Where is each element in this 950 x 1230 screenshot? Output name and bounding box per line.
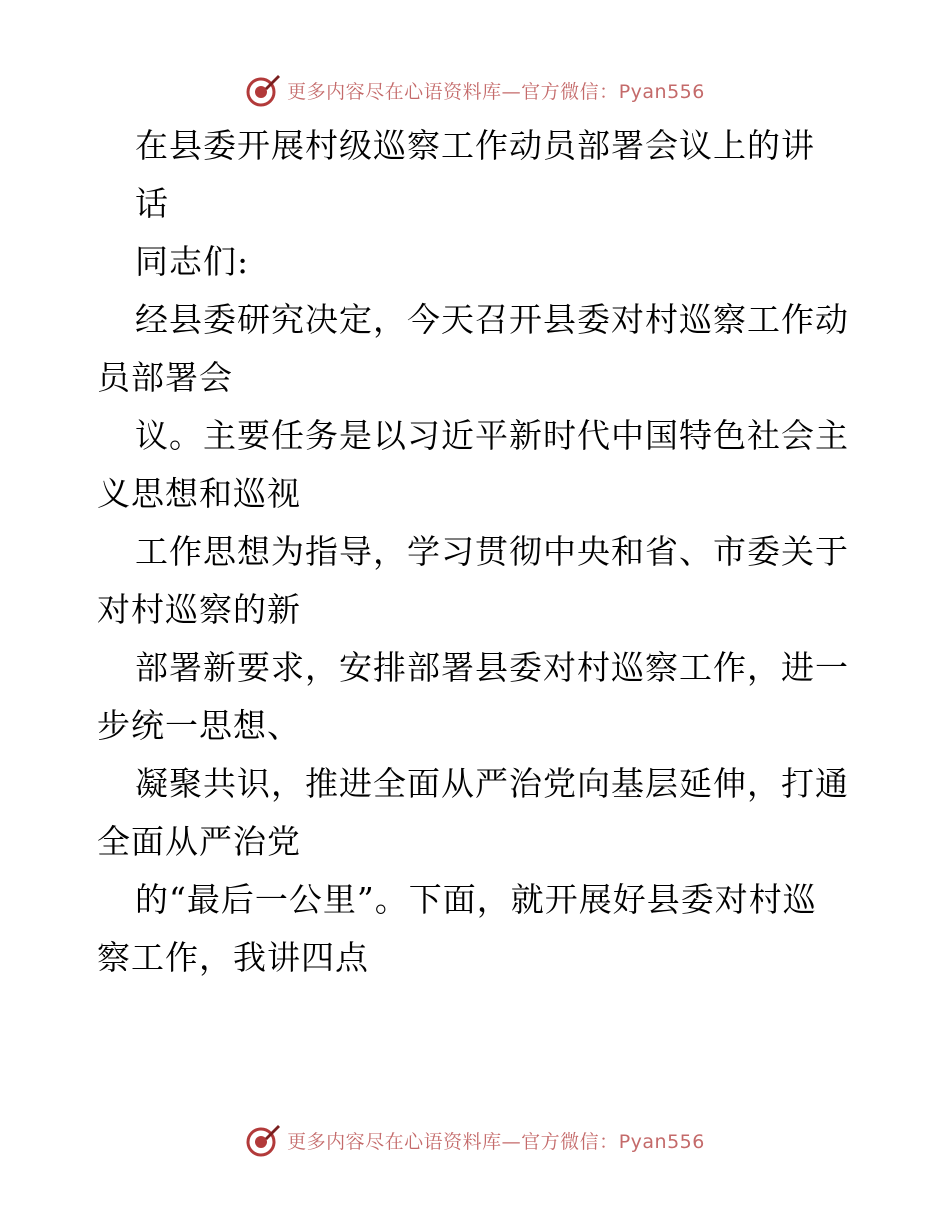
paragraph-line: 步统一思想、	[97, 706, 301, 745]
paragraph-line: 部署新要求，安排部署县委对村巡察工作，进一	[135, 648, 849, 687]
title-line-2: 话	[135, 184, 169, 223]
paragraph-line: 经县委研究决定，今天召开县委对村巡察工作动	[135, 300, 849, 339]
paragraph-line: 凝聚共识，推进全面从严治党向基层延伸，打通	[135, 764, 849, 803]
paragraph-line: 员部署会	[97, 358, 233, 397]
paragraph-line: 察工作，我讲四点	[97, 938, 369, 977]
title-line-1: 在县委开展村级巡察工作动员部署会议上的讲	[135, 126, 815, 165]
paragraph-line: 义思想和巡视	[97, 474, 301, 513]
paragraph-line: 全面从严治党	[97, 822, 301, 861]
paragraph-line: 工作思想为指导，学习贯彻中央和省、市委关于	[135, 532, 849, 571]
paragraph-line: 议。主要任务是以习近平新时代中国特色社会主	[135, 416, 849, 455]
paragraph-line: 对村巡察的新	[97, 590, 301, 629]
pen-circle-logo-icon	[245, 1122, 281, 1158]
paragraph-line: 的“最后一公里”。下面，就开展好县委对村巡	[135, 880, 817, 919]
pen-circle-logo-icon	[245, 72, 281, 108]
watermark-text: 更多内容尽在心语资料库—官方微信：Pyan556	[287, 80, 705, 103]
header-watermark	[0, 70, 950, 110]
watermark-text: 更多内容尽在心语资料库—官方微信：Pyan556	[287, 1130, 705, 1153]
document-body	[97, 117, 857, 987]
footer-watermark	[0, 1120, 950, 1160]
salutation: 同志们:	[135, 242, 250, 281]
